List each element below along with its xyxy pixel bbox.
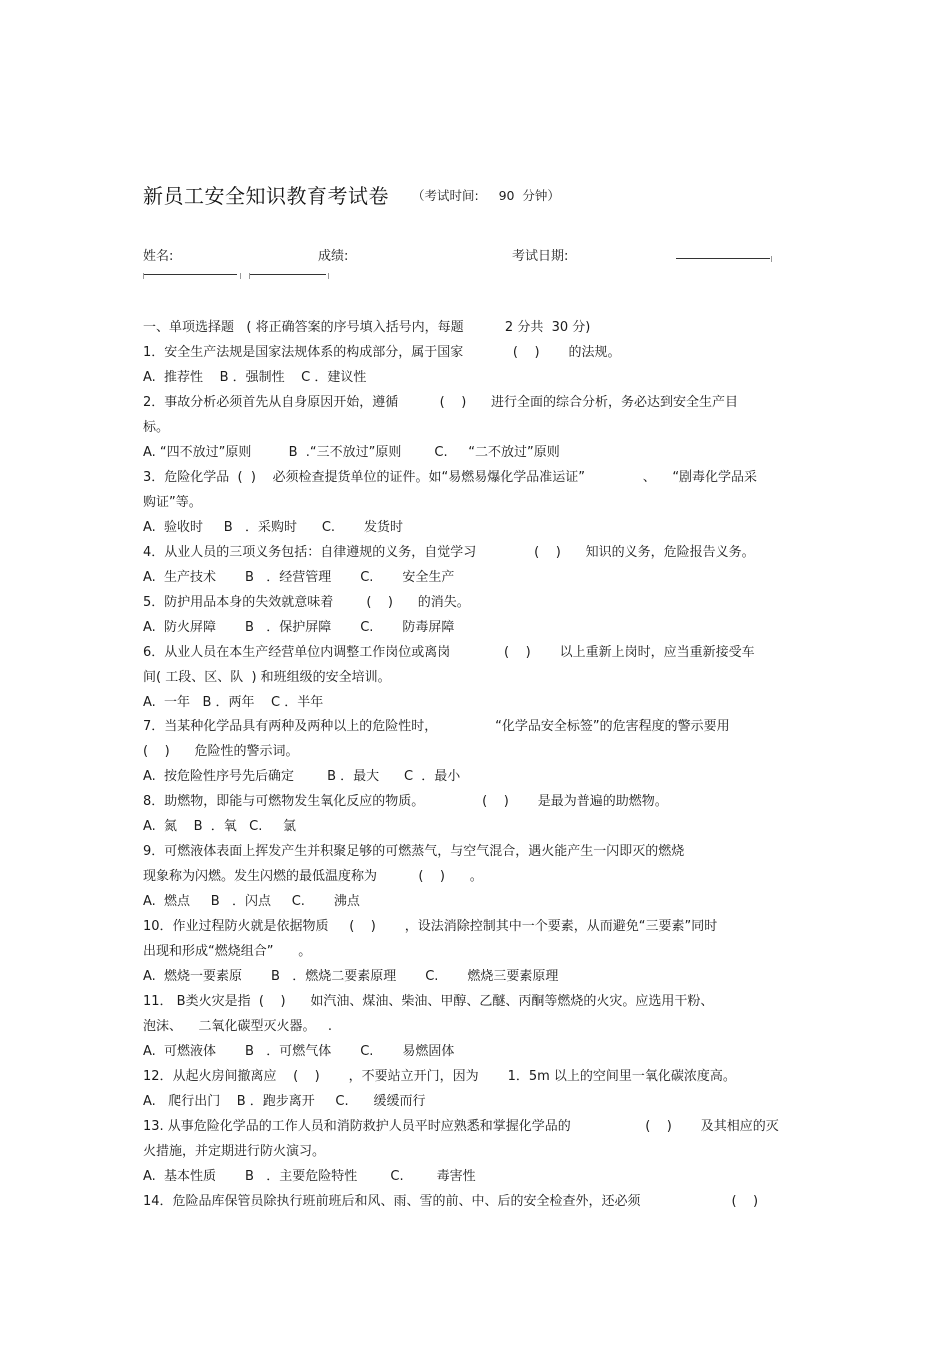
name-blank-line	[144, 274, 237, 275]
question-line: 7．当某种化学品具有两种及两种以上的危险性时， “化学品安全标签”的危害程度的警示要用	[143, 719, 730, 734]
option-line: A. “四不放过”原则 B .“三不放过”原则 C. “二不放过”原则	[143, 445, 560, 460]
question-line: 11． B类火灾是指 ( ) 如汽油、煤油、柴油、甲醇、乙醚、丙酮等燃烧的火灾。应选用干粉、	[143, 994, 714, 1009]
exam-duration: （考试时间: 90 分钟）	[412, 188, 560, 203]
question-line: 5．防护用品本身的失效就意味着 ( ) 的消失。	[143, 595, 470, 610]
question-line: 火措施，并定期进行防火演习。	[143, 1144, 326, 1159]
question-line: 1．安全生产法规是国家法规体系的构成部分，属于国家 ( ) 的法规。	[143, 345, 621, 360]
option-line: A. 生产技术 B ．经营管理 C. 安全生产	[143, 570, 455, 585]
name-blank-tick-right	[240, 273, 241, 279]
name-label: 姓名:	[143, 249, 174, 264]
section-heading: 一、单项选择题 ( 将正确答案的序号填入括号内，每题 2 分共 30 分)	[143, 320, 591, 335]
question-line: 标。	[143, 420, 170, 435]
question-line: 出现和形成“燃烧组合” 。	[143, 944, 312, 959]
option-line: A. 燃烧一要素原 B ．燃烧二要素原理 C. 燃烧三要素原理	[143, 969, 559, 984]
score-blank-tick-right	[328, 273, 329, 279]
question-line: 2．事故分析必须首先从自身原因开始，遵循 ( ) 进行全面的综合分析，务必达到安全生产目	[143, 395, 739, 410]
option-line: A. 推荐性 B ．强制性 C ．建议性	[143, 370, 367, 385]
option-line: A. 按危险性序号先后确定 B ．最大 C ．最小	[143, 769, 461, 784]
exam-title: 新员工安全知识教育考试卷	[143, 184, 389, 208]
question-line: 12．从起火房间撤离应 ( ) ，不要站立开门，因为 1．5m 以上的空间里一氧化碳浓度高。	[143, 1069, 736, 1084]
question-line: 10．作业过程防火就是依据物质 ( ) ，设法消除控制其中一个要素，从而避免“三要素”同时	[143, 919, 718, 934]
name-blank-tick-left	[143, 273, 144, 279]
option-line: A. 基本性质 B ．主要危险特性 C. 毒害性	[143, 1169, 476, 1184]
option-line: A. 氮 B ．氧 C. 氯	[143, 819, 297, 834]
question-line: ( ) 危险性的警示词。	[143, 744, 299, 759]
date-blank-line	[676, 258, 770, 259]
question-line: 3．危险化学品 ( ) 必须检查提货单位的证件。如“易燃易爆化学品准运证” 、 “剧毒化学品采	[143, 470, 758, 485]
score-blank-line	[250, 274, 326, 275]
question-line: 6．从业人员在本生产经营单位内调整工作岗位或离岗 ( ) 以上重新上岗时，应当重新接受车	[143, 645, 755, 660]
question-line: 13. 从事危险化学品的工作人员和消防救护人员平时应熟悉和掌握化学品的 ( ) 及其相应的灭	[143, 1119, 779, 1134]
question-line: 9．可燃液体表面上挥发产生并积聚足够的可燃蒸气，与空气混合，遇火能产生一闪即灭的燃烧	[143, 844, 685, 859]
option-line: A. 可燃液体 B ．可燃气体 C. 易燃固体	[143, 1044, 455, 1059]
question-line: 泡沫、 二氧化碳型灭火器。 .	[143, 1019, 333, 1034]
option-line: A. 验收时 B ．采购时 C. 发货时	[143, 520, 403, 535]
option-line: A. 爬行出门 B ．跑步离开 C. 缓缓而行	[143, 1094, 426, 1109]
question-line: 8．助燃物，即能与可燃物发生氧化反应的物质。 ( ) 是最为普遍的助燃物。	[143, 794, 668, 809]
score-label: 成绩:	[318, 249, 349, 264]
question-line: 14．危险品库保管员除执行班前班后和风、雨、雪的前、中、后的安全检查外，还必须 ( )	[143, 1194, 759, 1209]
option-line: A. 一年 B ．两年 C ．半年	[143, 695, 324, 710]
date-label: 考试日期:	[512, 249, 569, 264]
option-line: A. 燃点 B ．闪点 C. 沸点	[143, 894, 360, 909]
question-line: 现象称为闪燃。发生闪燃的最低温度称为 ( ) 。	[143, 869, 483, 884]
question-line: 间( 工段、区、队 ) 和班组级的安全培训。	[143, 670, 391, 685]
option-line: A. 防火屏障 B ．保护屏障 C. 防毒屏障	[143, 620, 455, 635]
date-blank-tick	[771, 256, 772, 262]
question-line: 购证”等。	[143, 495, 202, 510]
score-blank-tick-left	[249, 273, 250, 279]
question-line: 4．从业人员的三项义务包括：自律遵规的义务，自觉学习 ( ) 知识的义务，危险报告义务。	[143, 545, 755, 560]
